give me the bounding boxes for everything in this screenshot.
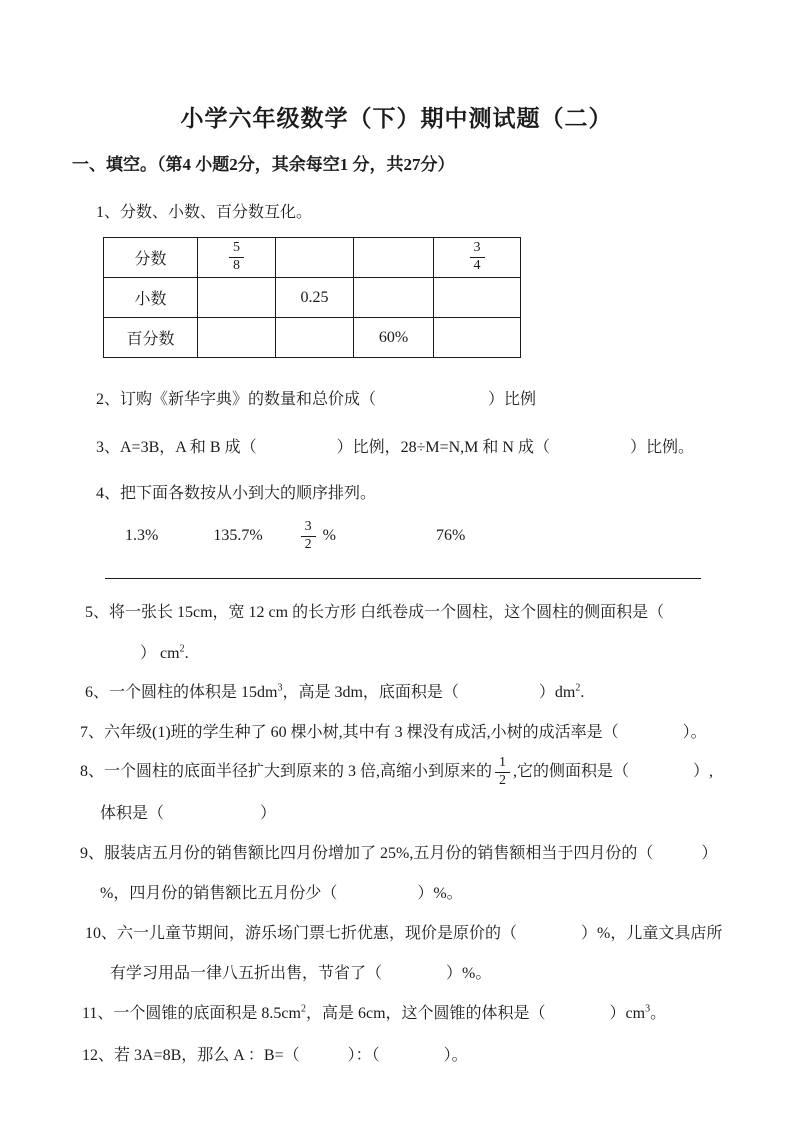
superscript: 2 [179, 644, 185, 656]
number-item-3: $\frac{3}{2}$ % [298, 520, 336, 552]
conversion-table-body [104, 238, 521, 358]
table-cell: 小数 [104, 278, 198, 318]
question-4-numbers [125, 520, 793, 552]
table-cell [198, 238, 276, 278]
fraction: $\frac{5}{8}$ [229, 241, 244, 273]
question-10-line-2: 有学习用品一律八五折出售，节省了（ ）%。 [110, 964, 492, 982]
question-5-line-1: 5、将一张长 15cm，宽 12 cm 的长方形 白纸卷成一个圆柱，这个圆柱的侧面积是（ [85, 604, 665, 622]
question-2: 2、订购《新华字典》的数量和总价成（ ）比例 [96, 391, 537, 408]
page-title: 小学六年级数学（下）期中测试题（二） [180, 106, 613, 131]
superscript: 2 [575, 683, 581, 695]
table-cell [276, 318, 354, 358]
answer-line [105, 578, 701, 579]
fraction: $\frac{3}{4}$ [470, 241, 485, 273]
fraction: $\frac{3}{2}$ [301, 520, 316, 552]
section-heading: 一、填空。（第4 小题2分，其余每空1 分，共27分） [72, 155, 455, 174]
table-row [104, 238, 521, 278]
fraction: $\frac{1}{2}$ [495, 756, 510, 788]
question-9-line-1: 9、服装店五月份的销售额比四月份增加了 25%,五月份的销售额相当于四月份的（ ） [80, 844, 718, 862]
question-11: 11、一个圆锥的底面积是 $8.5cm^2$，高是 6cm，这个圆锥的体积是（ ）$cm^3$。 [82, 1003, 667, 1022]
superscript: 3 [277, 683, 283, 695]
question-5-line-2: ） $cm^2$. [140, 644, 189, 663]
table-cell [354, 238, 434, 278]
table-cell: 百分数 [104, 318, 198, 358]
superscript: 2 [300, 1003, 306, 1015]
table-cell: 0.25 [276, 278, 354, 318]
question-4: 4、把下面各数按从小到大的顺序排列。 [96, 485, 377, 502]
conversion-table-wrap [103, 237, 793, 358]
table-cell [198, 278, 276, 318]
table-cell [276, 238, 354, 278]
table-cell: 60% [354, 318, 434, 358]
number-item-4: 76% [435, 527, 466, 545]
number-item-1: 1.3% [125, 527, 159, 545]
table-row [104, 278, 521, 318]
question-8-line-1: 8、一个圆柱的底面半径扩大到原来的 3 倍,高缩小到原来的 $\frac{1}{2}$ ,它的侧面积是（ ）, [80, 755, 714, 789]
superscript: 3 [645, 1003, 651, 1015]
question-7: 7、六年级(1)班的学生种了 60 棵小树,其中有 3 棵没有成活,小树的成活率是（ ）。 [80, 724, 707, 742]
question-1: 1、分数、小数、百分数互化。 [96, 204, 313, 221]
table-cell [198, 318, 276, 358]
table-row [104, 318, 521, 358]
conversion-table [103, 237, 521, 358]
number-item-2: 135.7% [213, 527, 263, 545]
question-8-line-2: 体积是（ ） [100, 804, 277, 822]
table-cell: 分数 [104, 238, 198, 278]
question-10-line-1: 10、六一儿童节期间，游乐场门票七折优惠，现价是原价的（ ）%，儿童文具店所 [85, 924, 723, 942]
table-cell [434, 238, 521, 278]
question-6: 6、一个圆柱的体积是 $15dm^3$，高是 3dm，底面积是（ ）$dm^2$. [85, 683, 585, 702]
table-cell [434, 278, 521, 318]
question-9-line-2: %，四月份的销售额比五月份少（ ）%。 [100, 884, 463, 902]
question-12: 12、若 3A=8B，那么 A ：B=（ ）：（ ）。 [82, 1046, 468, 1064]
question-3: 3、A=3B，A 和 B 成（ ）比例，28÷M=N,M 和 N 成（ ）比例。 [96, 439, 694, 456]
table-cell [434, 318, 521, 358]
table-cell [354, 278, 434, 318]
